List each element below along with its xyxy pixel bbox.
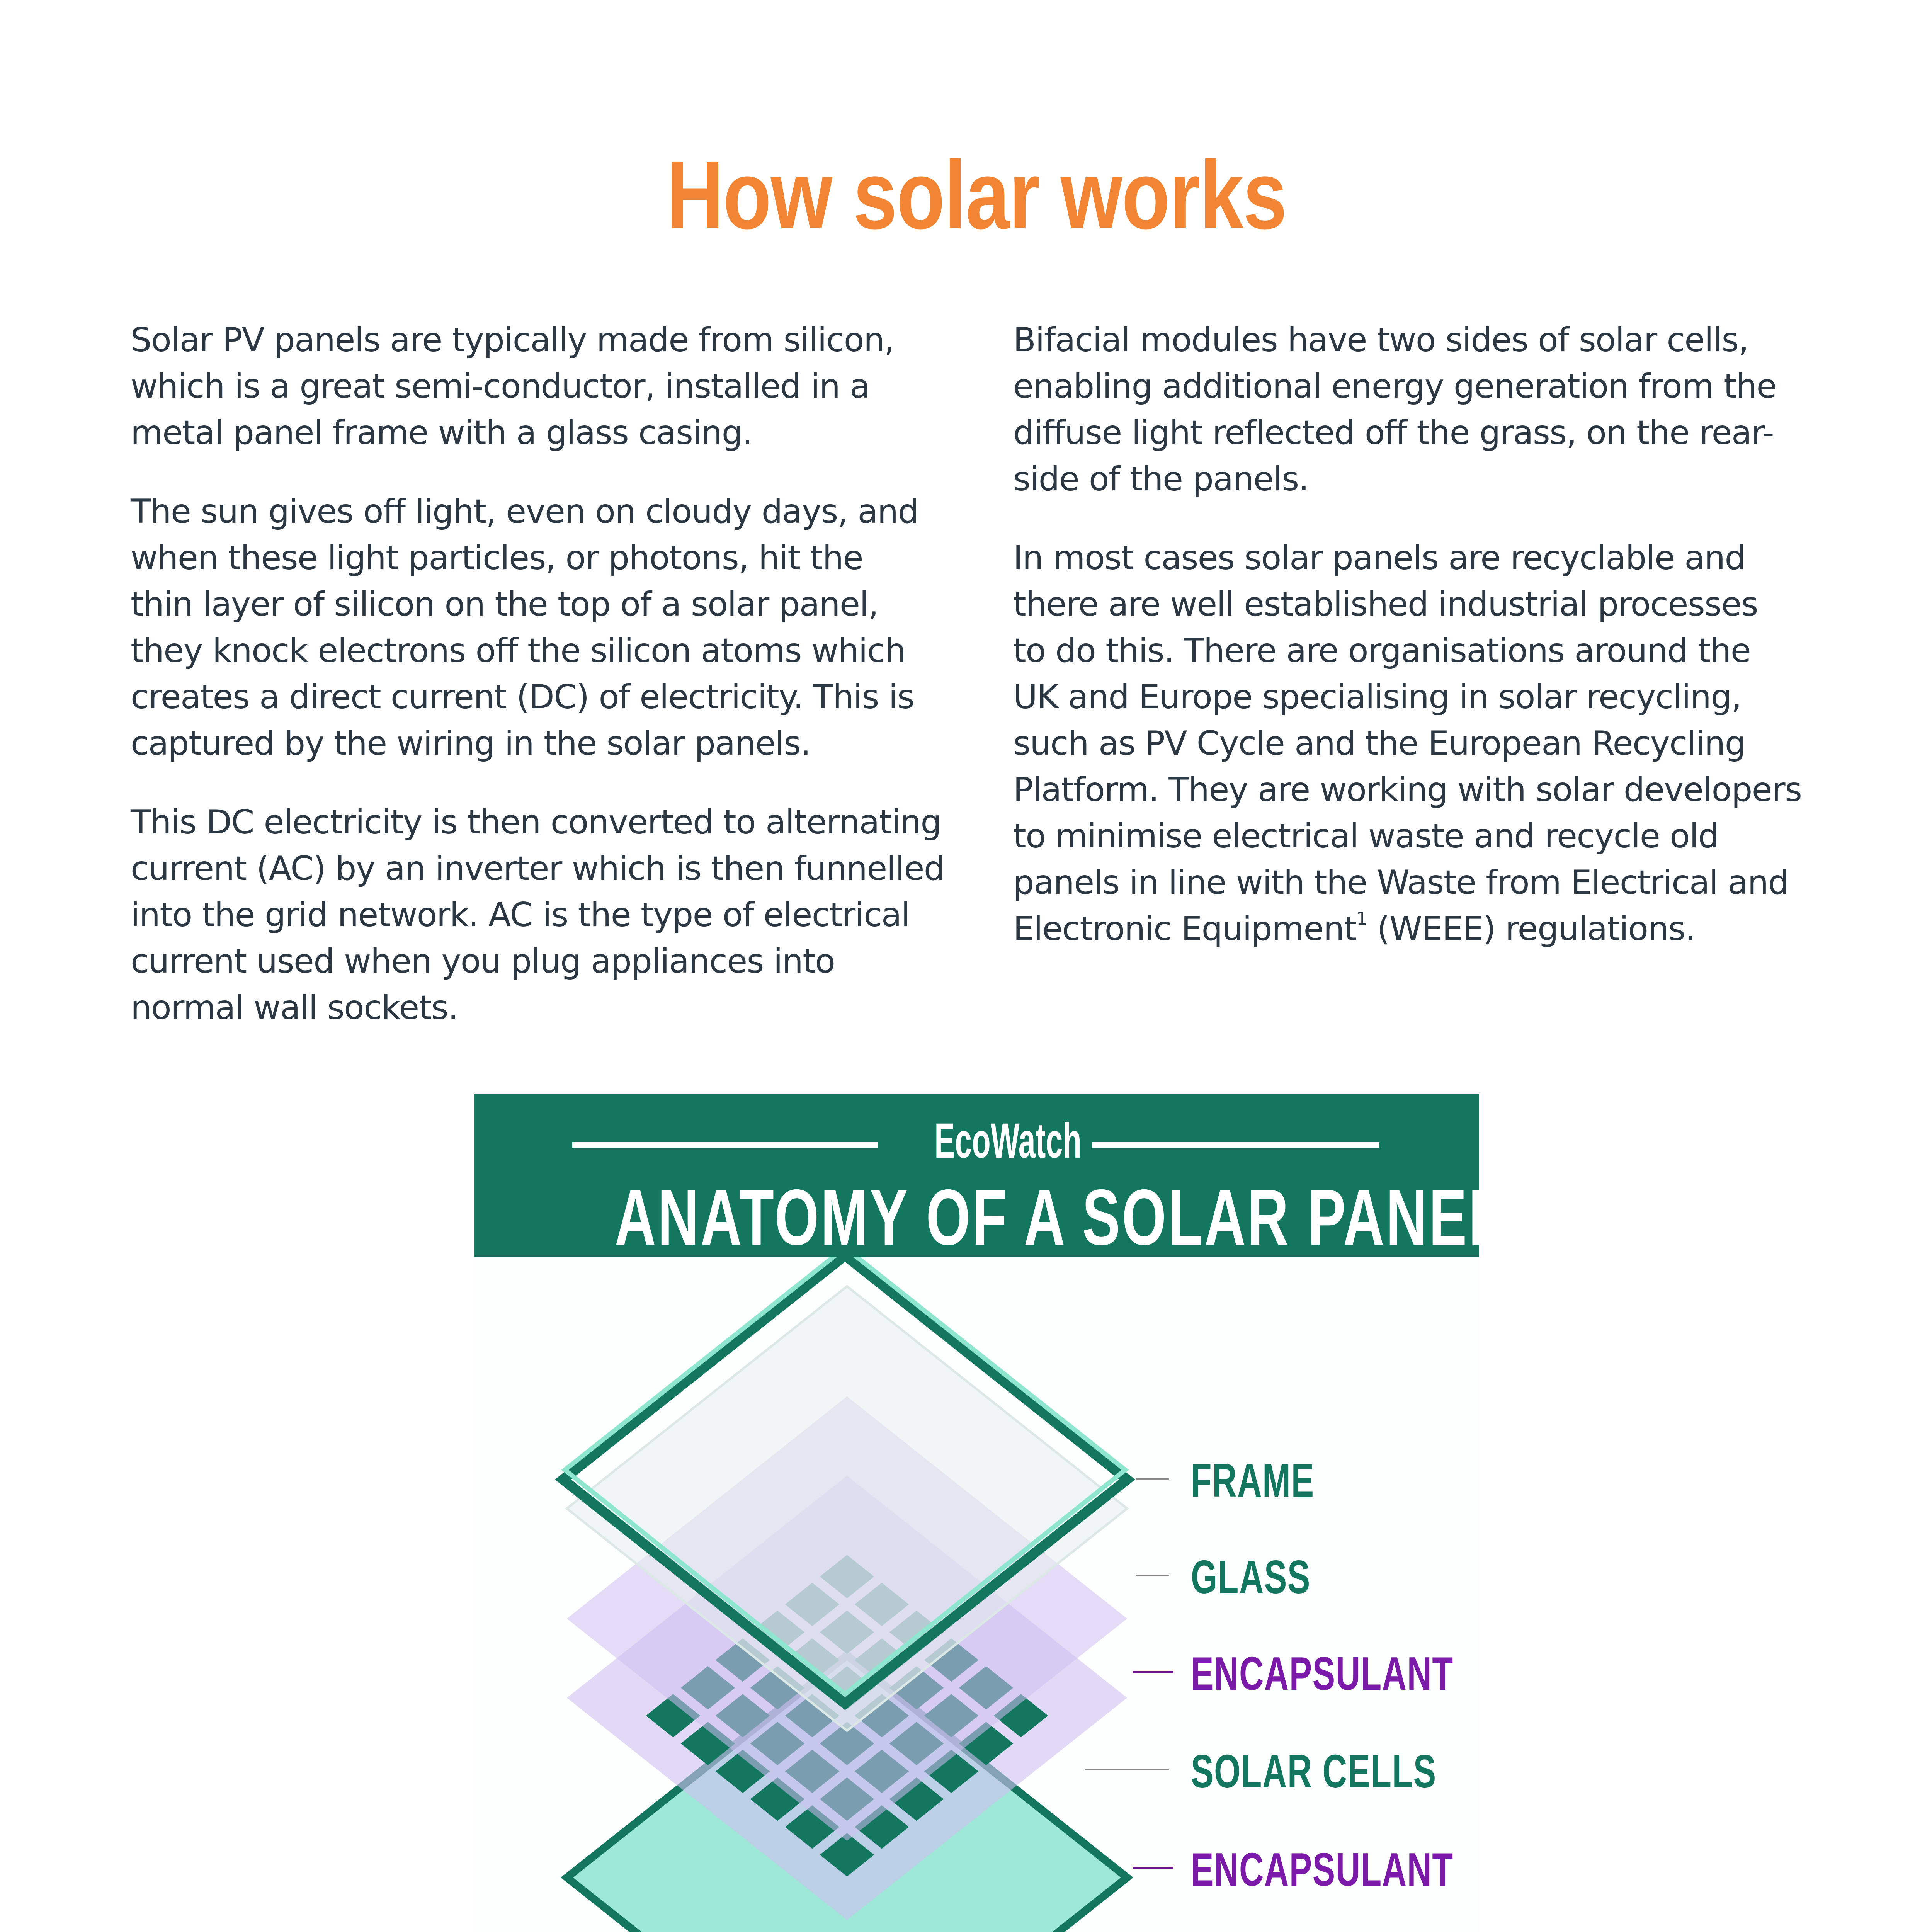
body-column-left [131,317,957,1063]
footnote-reference[interactable]: 1 [1356,908,1367,929]
paragraph-bifacial: Bifacial modules have two sides of solar cells, enabling additional energy generation from the diffuse light reflected off the grass, on the rear- side of the panels. [1013,321,1777,498]
page-title: How solar works [666,141,1287,249]
paragraph-recycling [1013,535,1840,952]
label-encapsulant-lower: ENCAPSULANT [1191,1843,1454,1896]
paragraph-recycling-tail: (WEEE) regulations. [1367,910,1695,948]
ecowatch-brand: EcoWatch [934,1113,1082,1168]
label-frame: FRAME [1191,1454,1315,1507]
label-glass: GLASS [1191,1551,1311,1603]
paragraph-recycling-text: In most cases solar panels are recyclable and there are well established industrial processes to do this. There are organisations around the UK and Europe specialising in solar recycling, such as PV Cycle and the European Recycling Platform. They are working with solar developers to minimise electrical waste and recycle old panels in line with the Waste from Electrical and Electronic Equipment [1013,539,1802,948]
paragraph-inverter: This DC electricity is then converted to alternating current (AC) by an inverter which is then funnelled into the grid network. AC is the type of electrical current used when you plug appliances into normal wall sockets. [131,803,945,1027]
label-solar-cells: SOLAR CELLS [1191,1745,1437,1798]
paragraph-photons: The sun gives off light, even on cloudy days, and when these light particles, or photons, hit the thin layer of silicon on the top of a solar panel, they knock electrons off the silicon atoms which creates a direct current (DC) of electricity. This is captured by the wiring in the solar panels. [131,492,918,763]
body-column-right [1013,317,1840,985]
header-rule-left [572,1142,878,1148]
infographic-header [474,1094,1505,1262]
paragraph-silicon: Solar PV panels are typically made from silicon, which is a great semi-conductor, installed in a metal panel frame with a glass casing. [131,321,894,452]
label-encapsulant-upper: ENCAPSULANT [1191,1647,1454,1700]
solar-panel-infographic [474,1094,1505,1932]
exploded-panel-diagram [474,1257,1479,1932]
header-rule-right [1092,1142,1379,1148]
infographic-heading: ANATOMY OF A SOLAR PANEL [615,1173,1505,1262]
